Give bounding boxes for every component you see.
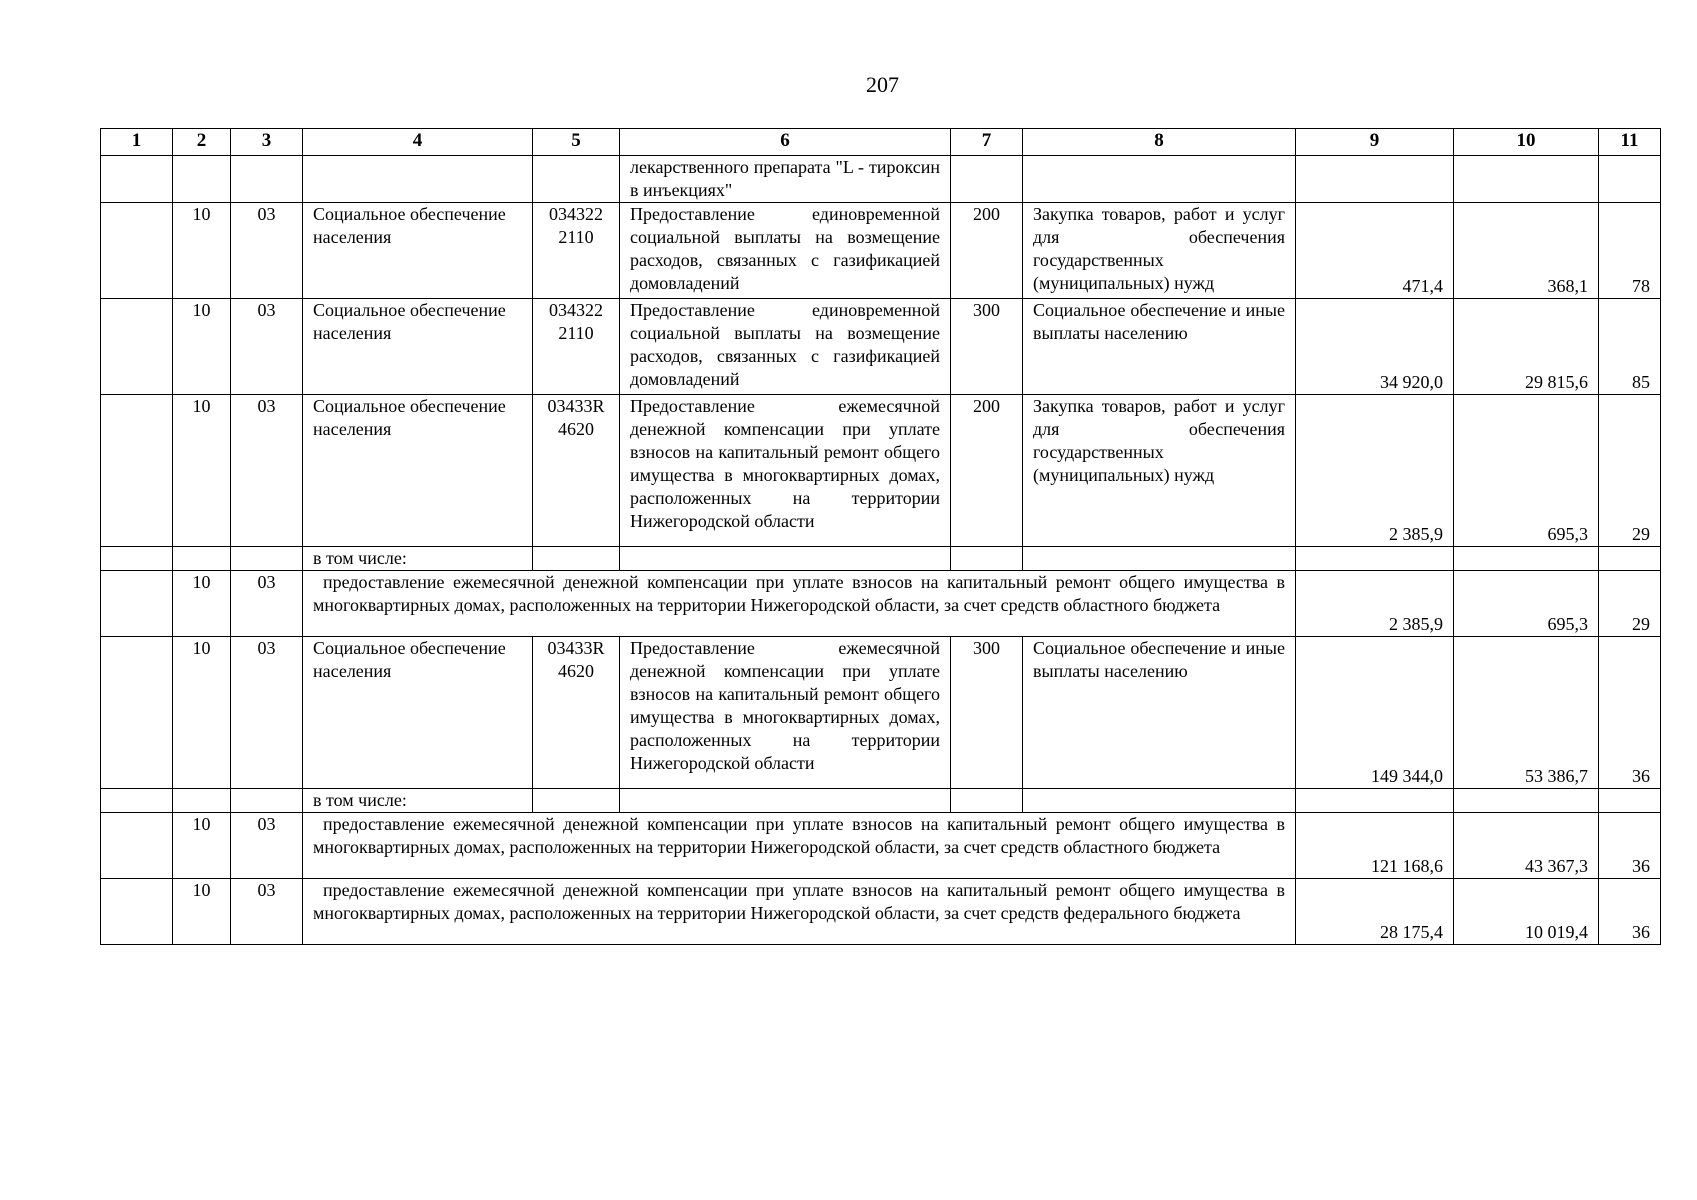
cell-expense-name: Социальное обеспечение и иные выплаты населению	[1023, 637, 1296, 789]
cell-plan-amount: 2 385,9	[1296, 571, 1454, 637]
cell-subsection: 03	[231, 813, 303, 879]
cell-percent: 78	[1599, 203, 1661, 299]
cell-expense-name: Закупка товаров, работ и услуг для обеспечения государственных (муниципальных) нужд	[1023, 395, 1296, 547]
budget-table	[100, 128, 1661, 945]
cell-program-name	[620, 789, 951, 813]
column-header: 2	[173, 129, 231, 156]
cell-percent	[1599, 789, 1661, 813]
cell-percent: 29	[1599, 395, 1661, 547]
cell-plan-amount: 2 385,9	[1296, 395, 1454, 547]
cell-index	[101, 789, 173, 813]
cell-expense-name	[1023, 547, 1296, 571]
cell-merged-description	[303, 879, 1296, 945]
cell-expense-name: Социальное обеспечение и иные выплаты населению	[1023, 299, 1296, 395]
cell-section-name: в том числе:	[303, 547, 533, 571]
column-header: 11	[1599, 129, 1661, 156]
column-header: 4	[303, 129, 533, 156]
cell-target-code	[533, 789, 620, 813]
cell-index	[101, 299, 173, 395]
cell-expense-code	[951, 789, 1023, 813]
cell-plan-amount: 121 168,6	[1296, 813, 1454, 879]
cell-index	[101, 547, 173, 571]
table-row	[101, 637, 1661, 789]
column-header: 1	[101, 129, 173, 156]
table-row	[101, 547, 1661, 571]
cell-actual-amount: 695,3	[1454, 395, 1599, 547]
cell-actual-amount: 695,3	[1454, 571, 1599, 637]
cell-section-name: в том числе:	[303, 789, 533, 813]
table-row	[101, 203, 1661, 299]
cell-program-name: Предоставление ежемесячной денежной компенсации при уплате взносов на капитальный ремонт общего имущества в многоквартирных домах, расположенных на территории Нижегородской области	[620, 395, 951, 547]
cell-index	[101, 879, 173, 945]
cell-section-name: Социальное обеспечение населения	[303, 395, 533, 547]
cell-actual-amount: 43 367,3	[1454, 813, 1599, 879]
cell-actual-amount: 10 019,4	[1454, 879, 1599, 945]
cell-section-name: Социальное обеспечение населения	[303, 299, 533, 395]
cell-target-code: 034322 2110	[533, 203, 620, 299]
cell-section: 10	[173, 637, 231, 789]
cell-actual-amount	[1454, 547, 1599, 571]
cell-section: 10	[173, 879, 231, 945]
cell-program-name: Предоставление ежемесячной денежной компенсации при уплате взносов на капитальный ремонт общего имущества в многоквартирных домах, расположенных на территории Нижегородской области	[620, 637, 951, 789]
cell-section-name: Социальное обеспечение населения	[303, 637, 533, 789]
cell-target-code	[533, 156, 620, 203]
cell-index	[101, 571, 173, 637]
cell-subsection: 03	[231, 395, 303, 547]
cell-subsection: 03	[231, 203, 303, 299]
table-row	[101, 879, 1661, 945]
cell-index	[101, 156, 173, 203]
cell-expense-code	[951, 547, 1023, 571]
cell-subsection: 03	[231, 637, 303, 789]
column-header: 10	[1454, 129, 1599, 156]
cell-target-code: 03433R 4620	[533, 637, 620, 789]
merged-description-text: предоставление ежемесячной денежной компенсации при уплате взносов на капитальный ремонт общего имущества в многоквартирных домах, расположенных на территории Нижегородской области, за счет средств областного бюджета	[313, 572, 1285, 615]
cell-actual-amount	[1454, 789, 1599, 813]
cell-plan-amount	[1296, 156, 1454, 203]
column-header: 3	[231, 129, 303, 156]
table-row	[101, 789, 1661, 813]
cell-percent: 36	[1599, 637, 1661, 789]
merged-description-text: предоставление ежемесячной денежной компенсации при уплате взносов на капитальный ремонт общего имущества в многоквартирных домах, расположенных на территории Нижегородской области, за счет средств областного бюджета	[313, 814, 1285, 857]
cell-program-name: Предоставление единовременной социальной выплаты на возмещение расходов, связанных с газификацией домовладений	[620, 299, 951, 395]
column-header: 6	[620, 129, 951, 156]
cell-subsection: 03	[231, 299, 303, 395]
cell-index	[101, 203, 173, 299]
cell-section: 10	[173, 571, 231, 637]
cell-section	[173, 789, 231, 813]
table-row	[101, 813, 1661, 879]
cell-subsection	[231, 547, 303, 571]
cell-expense-name: Закупка товаров, работ и услуг для обеспечения государственных (муниципальных) нужд	[1023, 203, 1296, 299]
table-row	[101, 571, 1661, 637]
cell-plan-amount: 34 920,0	[1296, 299, 1454, 395]
cell-program-name: Предоставление единовременной социальной выплаты на возмещение расходов, связанных с газификацией домовладений	[620, 203, 951, 299]
page-number: 207	[866, 72, 899, 97]
cell-subsection	[231, 156, 303, 203]
cell-percent: 85	[1599, 299, 1661, 395]
cell-percent: 36	[1599, 813, 1661, 879]
column-header: 8	[1023, 129, 1296, 156]
cell-percent	[1599, 547, 1661, 571]
cell-section-name: Социальное обеспечение населения	[303, 203, 533, 299]
cell-section: 10	[173, 299, 231, 395]
cell-program-name: лекарственного препарата "L - тироксин в инъекциях"	[620, 156, 951, 203]
cell-expense-name	[1023, 156, 1296, 203]
cell-index	[101, 637, 173, 789]
cell-actual-amount: 368,1	[1454, 203, 1599, 299]
cell-target-code: 034322 2110	[533, 299, 620, 395]
cell-merged-description	[303, 813, 1296, 879]
cell-plan-amount: 28 175,4	[1296, 879, 1454, 945]
merged-description-text: предоставление ежемесячной денежной компенсации при уплате взносов на капитальный ремонт общего имущества в многоквартирных домах, расположенных на территории Нижегородской области, за счет средств федерального бюджета	[313, 880, 1285, 923]
column-header: 5	[533, 129, 620, 156]
table-row	[101, 299, 1661, 395]
cell-section: 10	[173, 395, 231, 547]
cell-index	[101, 813, 173, 879]
cell-expense-code: 300	[951, 637, 1023, 789]
cell-expense-code	[951, 156, 1023, 203]
cell-plan-amount	[1296, 547, 1454, 571]
cell-section	[173, 156, 231, 203]
cell-percent	[1599, 156, 1661, 203]
cell-percent: 36	[1599, 879, 1661, 945]
cell-section: 10	[173, 203, 231, 299]
cell-subsection: 03	[231, 571, 303, 637]
cell-plan-amount: 149 344,0	[1296, 637, 1454, 789]
cell-actual-amount: 29 815,6	[1454, 299, 1599, 395]
column-header: 9	[1296, 129, 1454, 156]
table-row	[101, 395, 1661, 547]
cell-target-code	[533, 547, 620, 571]
cell-actual-amount: 53 386,7	[1454, 637, 1599, 789]
column-header: 7	[951, 129, 1023, 156]
cell-expense-code: 200	[951, 203, 1023, 299]
table-row	[101, 156, 1661, 203]
cell-section: 10	[173, 813, 231, 879]
cell-program-name	[620, 547, 951, 571]
cell-merged-description	[303, 571, 1296, 637]
cell-section	[173, 547, 231, 571]
header-row	[101, 129, 1661, 156]
cell-plan-amount	[1296, 789, 1454, 813]
cell-section-name	[303, 156, 533, 203]
cell-actual-amount	[1454, 156, 1599, 203]
cell-plan-amount: 471,4	[1296, 203, 1454, 299]
cell-index	[101, 395, 173, 547]
cell-subsection: 03	[231, 879, 303, 945]
cell-expense-name	[1023, 789, 1296, 813]
cell-expense-code: 200	[951, 395, 1023, 547]
cell-subsection	[231, 789, 303, 813]
cell-percent: 29	[1599, 571, 1661, 637]
cell-expense-code: 300	[951, 299, 1023, 395]
cell-target-code: 03433R 4620	[533, 395, 620, 547]
